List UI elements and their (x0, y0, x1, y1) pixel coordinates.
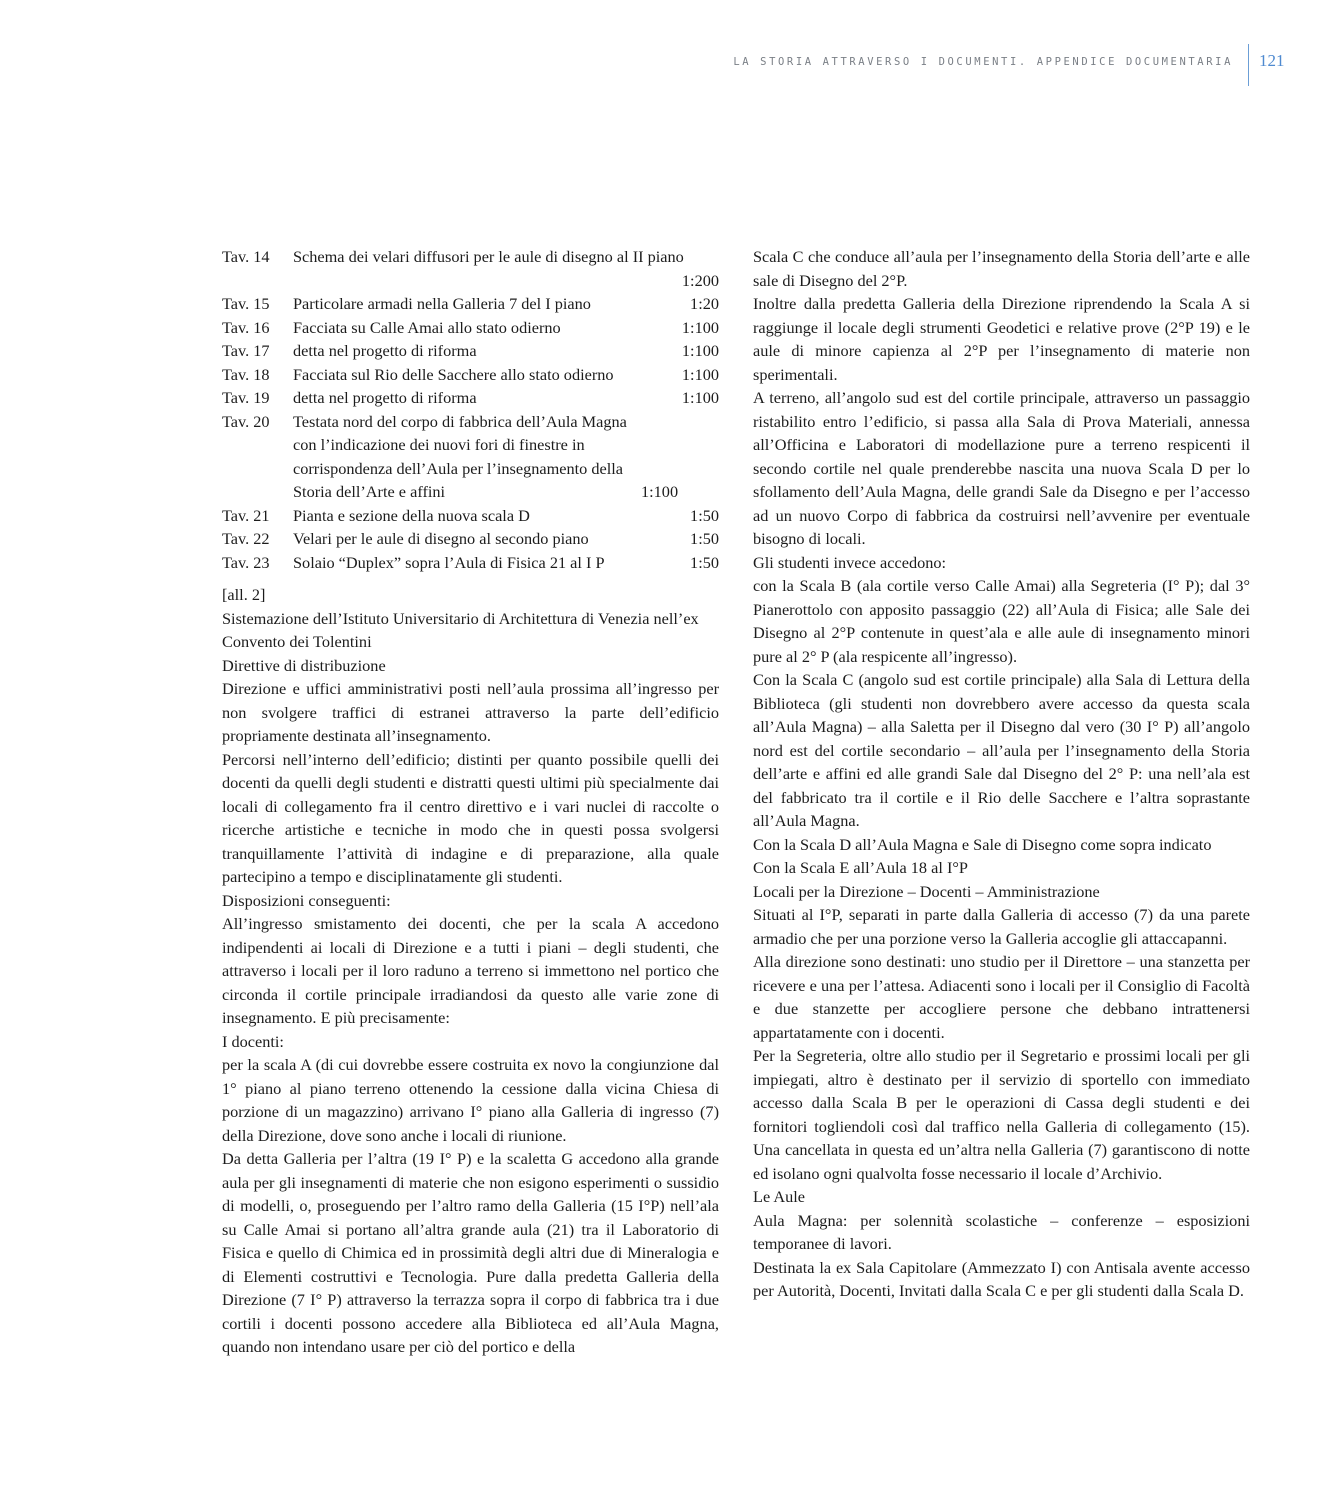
tavola-code: Tav. 17 (222, 341, 270, 360)
left-column (222, 245, 719, 1359)
section-heading: Gli studenti invece accedono: (753, 552, 947, 572)
tavola-code: Tav. 16 (222, 317, 270, 337)
tavola-description: detta nel progetto di riforma (293, 341, 477, 360)
tavola-scale: 1:100 (681, 341, 719, 360)
tavola-row (222, 245, 719, 269)
running-title: LA STORIA ATTRAVERSO I DOCUMENTI. APPENDICE DOCUMENTARIA (733, 56, 1233, 68)
tavola-scale: 1:100 (681, 364, 719, 384)
tavola-code: Tav. 23 (222, 552, 270, 572)
tavola-code: Tav. 22 (222, 529, 270, 548)
tavola-scale: 1:100 (641, 482, 679, 501)
body-paragraph: Alla direzione sono destinati: uno studio per il Direttore – una stanzetta per ricevere e una per l’attesa. Adiacenti sono i locali per il Consiglio di Facoltà e due stanzette per accogliere persone che debbano intrattenersi appartatamente con i docenti. (753, 952, 1250, 1042)
tavola-description: Facciata su Calle Amai allo stato odierno (293, 317, 561, 337)
body-paragraph: Aula Magna: per solennità scolastiche – conferenze – esposizioni temporanee di lavori. (753, 1210, 1250, 1253)
tavola-row (222, 410, 719, 504)
body-paragraph: Situati al I°P, separati in parte dalla Galleria di accesso (7) da una parete armadio che per una porzione verso la Galleria accoglie gli attaccapanni. (753, 905, 1250, 948)
tavola-row (222, 363, 719, 387)
body-paragraph: All’ingresso smistamento dei docenti, che per la scala A accedono indipendenti ai locali di Direzione e a tutti i piani – degli studenti, che attraverso i locali per il loro raduno a terreno si immettono nel portico che circonda il cortile principale irradiandosi da questo alle varie zone di insegnamento. E più precisamente: (222, 914, 719, 1027)
header-divider (1248, 44, 1249, 86)
tavola-code: Tav. 20 (222, 411, 270, 431)
tavola-row (222, 292, 719, 316)
tavola-scale: 1:200 (681, 270, 719, 290)
tavola-scale: 1:50 (690, 552, 719, 572)
right-column (753, 245, 1250, 1303)
body-paragraph: per la scala A (di cui dovrebbe essere costruita ex novo la congiunzione dal 1° piano al piano terreno ottenendo la cessione dalla vicina Chiesa di porzione di un magazzino) arrivano I° piano alla Galleria di ingresso (7) della Direzione, dove sono anche i locali di riunione. (222, 1055, 719, 1145)
body-paragraph: Percorsi nell’interno dell’edificio; distinti per quanto possibile quelli dei docenti da quelli degli studenti e distratti questi ultimi più specialmente dai locali di collegamento fra il centro direttivo e i vari nuclei di raccolte o ricerche artistiche e tecniche in modo che in questi possa svolgersi tranquillamente l’attività di indagine e di preparazione, alla quale partecipino a tempo e disciplinatamente gli studenti. (222, 749, 719, 886)
annex-label: [all. 2] (222, 585, 266, 604)
tavola-description: Testata nord del corpo di fabbrica dell’Aula Magna con l’indicazione dei nuovi fori di finestre in corrispondenza dell’Aula per l’insegnamento della Storia dell’Arte e affini (293, 411, 627, 501)
tavola-scale: 1:100 (681, 388, 719, 407)
tavola-row (222, 504, 719, 528)
tavola-code: Tav. 18 (222, 364, 270, 384)
tavola-row (222, 386, 719, 410)
tavola-description: Pianta e sezione della nuova scala D (293, 505, 530, 525)
section-heading: Locali per la Direzione – Docenti – Amministrazione (753, 881, 1100, 901)
tavola-row (222, 527, 719, 551)
tavola-code: Tav. 19 (222, 388, 270, 407)
tavole-list (222, 245, 719, 574)
body-paragraph: Inoltre dalla predetta Galleria della Direzione riprendendo la Scala A si raggiunge il locale degli strumenti Geodetici e relative prove (2°P 19) e le aule di minore capienza al 2°P per l’insegnamento di materie non sperimentali. (753, 294, 1250, 384)
tavola-description: Facciata sul Rio delle Sacchere allo stato odierno (293, 364, 614, 384)
tavola-description: Schema dei velari diffusori per le aule di disegno al II piano (293, 247, 684, 266)
body-paragraph: Scala C che conduce all’aula per l’insegnamento della Storia dell’arte e alle sale di Disegno del 2°P. (753, 247, 1250, 290)
section-heading: I docenti: (222, 1031, 284, 1051)
body-paragraph: con la Scala B (ala cortile verso Calle Amai) alla Segreteria (I° P); dal 3° Pianerottolo con apposito passaggio (22) all’Aula di Fisica; alle Sale dei Disegno al 2°P contenute in quest’ala e alle aule di insegnamento minori pure al 2° P (ala respicente all’ingresso). (753, 576, 1250, 666)
tavola-row (222, 316, 719, 340)
tavola-description: detta nel progetto di riforma (293, 388, 477, 407)
tavola-scale: 1:100 (681, 317, 719, 337)
document-title: Sistemazione dell’Istituto Universitario di Architettura di Venezia nell’ex Convento dei Tolentini (222, 608, 699, 651)
body-paragraph: Da detta Galleria per l’altra (19 I° P) e la scaletta G accedono alla grande aula per gli insegnamenti di materie che non esigono esperimenti o sussidio di modelli, o, proseguendo per l’altro ramo della Galleria (15 I°P) nell’ala su Calle Amai si portano all’altra grande aula (21) tra il Laboratorio di Fisica e quello di Chimica ed in prossimità degli altri due di Mineralogia e di Elementi costruttivi e Tecnologia. Pure dalla predetta Galleria della Direzione (7 I° P) attraverso la terrazza sopra il corpo di fabbrica tra i due cortili i docenti possono accedere alla Biblioteca ed all’Aula Magna, quando non intendano usare per ciò del portico e della (222, 1149, 719, 1356)
body-paragraph: Con la Scala C (angolo sud est cortile principale) alla Sala di Lettura della Biblioteca (gli studenti non dovrebbero avere accesso da questa scala all’Aula Magna) – alla Saletta per il Disegno dal vero (30 I° P) all’angolo nord est del cortile secondario – all’aula per l’insegnamento della Storia dell’arte e affini ed alle grandi Sale dal Disegno del 2° P: una nell’ala est del fabbricato tra il cortile e il Rio delle Sacchere e l’altra soprastante all’Aula Magna. (753, 670, 1250, 830)
tavola-description: Velari per le aule di disegno al secondo piano (293, 529, 589, 548)
body-paragraph: Con la Scala E all’Aula 18 al I°P (753, 858, 968, 877)
body-paragraph: A terreno, all’angolo sud est del cortile principale, attraverso un passaggio ristabilito entro l’edificio, si passa alla Sala di Prova Materiali, annessa all’Officina e Laboratori di modellazione pure a terreno respicenti il secondo cortile nel quale prenderebbe nascita una nuova Scala D per lo sfollamento dell’Aula Magna, delle grandi Sale da Disegno e per l’accesso ad un nuovo Corpo di fabbrica da costruirsi nell’avvenire per eventuale bisogno di locali. (753, 388, 1250, 548)
tavola-scale: 1:20 (690, 294, 719, 313)
tavola-code: Tav. 21 (222, 505, 270, 525)
section-heading: Disposizioni conseguenti: (222, 890, 391, 910)
section-heading: Direttive di distribuzione (222, 655, 386, 675)
tavola-row (222, 339, 719, 363)
body-paragraph: Con la Scala D all’Aula Magna e Sale di Disegno come sopra indicato (753, 834, 1212, 854)
tavola-row (222, 551, 719, 575)
body-paragraph: Direzione e uffici amministrativi posti nell’aula prossima all’ingresso per non svolgere traffici di estranei attraverso la parte dell’edificio propriamente destinata all’insegnamento. (222, 679, 719, 745)
body-paragraph: Destinata la ex Sala Capitolare (Ammezzato I) con Antisala avente accesso per Autorità, Docenti, Invitati dalla Scala C e per gli studenti dalla Scala D. (753, 1257, 1250, 1300)
tavola-description: Solaio “Duplex” sopra l’Aula di Fisica 21 al I P (293, 552, 605, 572)
tavola-code: Tav. 14 (222, 247, 270, 266)
tavola-code: Tav. 15 (222, 294, 270, 313)
body-paragraph: Per la Segreteria, oltre allo studio per il Segretario e prossimi locali per gli impiegati, altro è destinato per il servizio di sportello con immediato accesso dalla Scala B per le operazioni di Cassa degli studenti e dei fornitori togliendoli così dal traffico nella Galleria di collegamento (15). Una cancellata in questa ed un’altra nella Galleria (7) garantiscono di notte ed isolano ogni qualvolta fosse necessario il locale d’Archivio. (753, 1046, 1250, 1183)
tavola-scale: 1:50 (690, 529, 719, 548)
tavola-scale: 1:50 (690, 505, 719, 525)
tavola-description: Particolare armadi nella Galleria 7 del I piano (293, 294, 591, 313)
page-number: 121 (1259, 51, 1285, 70)
section-heading: Le Aule (753, 1187, 805, 1206)
